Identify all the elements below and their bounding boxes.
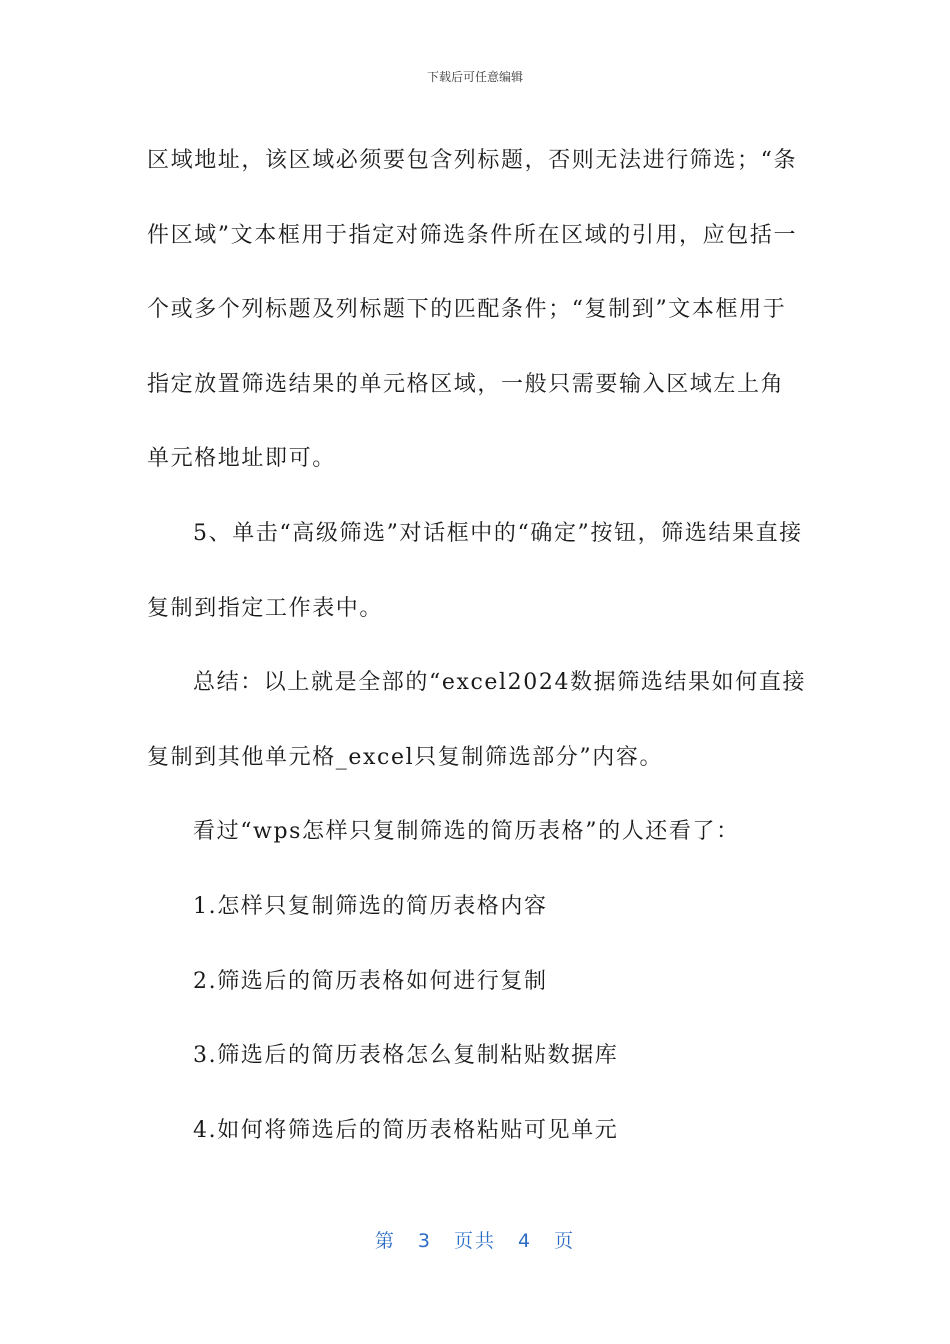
page-footer (0, 1226, 950, 1253)
related-item-3: 3.筛选后的简历表格怎么复制粘贴数据库 (193, 1043, 619, 1069)
document-body (147, 124, 807, 1168)
related-item-4: 4.如何将筛选后的简历表格粘贴可见单元 (193, 1117, 619, 1143)
footer-total-pages: 4 (518, 1230, 533, 1252)
related-item-1: 1.怎样只复制筛选的简历表格内容 (193, 893, 548, 919)
paragraph-summary: 总结：以上就是全部的“excel2024数据筛选结果如何直接复制到其他单元格_excel只复制筛选部分”内容。 (147, 670, 807, 770)
paragraph-step-5: 5、单击“高级筛选”对话框中的“确定”按钮，筛选结果直接复制到指定工作表中。 (147, 520, 803, 621)
footer-page-number: 3 (417, 1230, 432, 1252)
page-header: 下载后可任意编辑 (426, 70, 523, 84)
footer-suffix: 页 (554, 1230, 576, 1252)
footer-middle: 页共 (453, 1230, 496, 1252)
footer-prefix: 第 (374, 1230, 396, 1252)
paragraph-related-intro: 看过“wps怎样只复制筛选的简历表格”的人还看了： (193, 819, 740, 845)
paragraph-criteria-range: 区域地址，该区域必须要包含列标题，否则无法进行筛选；“条件区域”文本框用于指定对筛选条件所在区域的引用，应包括一个或多个列标题及列标题下的匹配条件；“复制到”文本框用于指定放置筛选结果的单元格区域，一般只需要输入区域左上角单元格地址即可。 (147, 148, 798, 472)
related-item-2: 2.筛选后的简历表格如何进行复制 (193, 968, 548, 994)
